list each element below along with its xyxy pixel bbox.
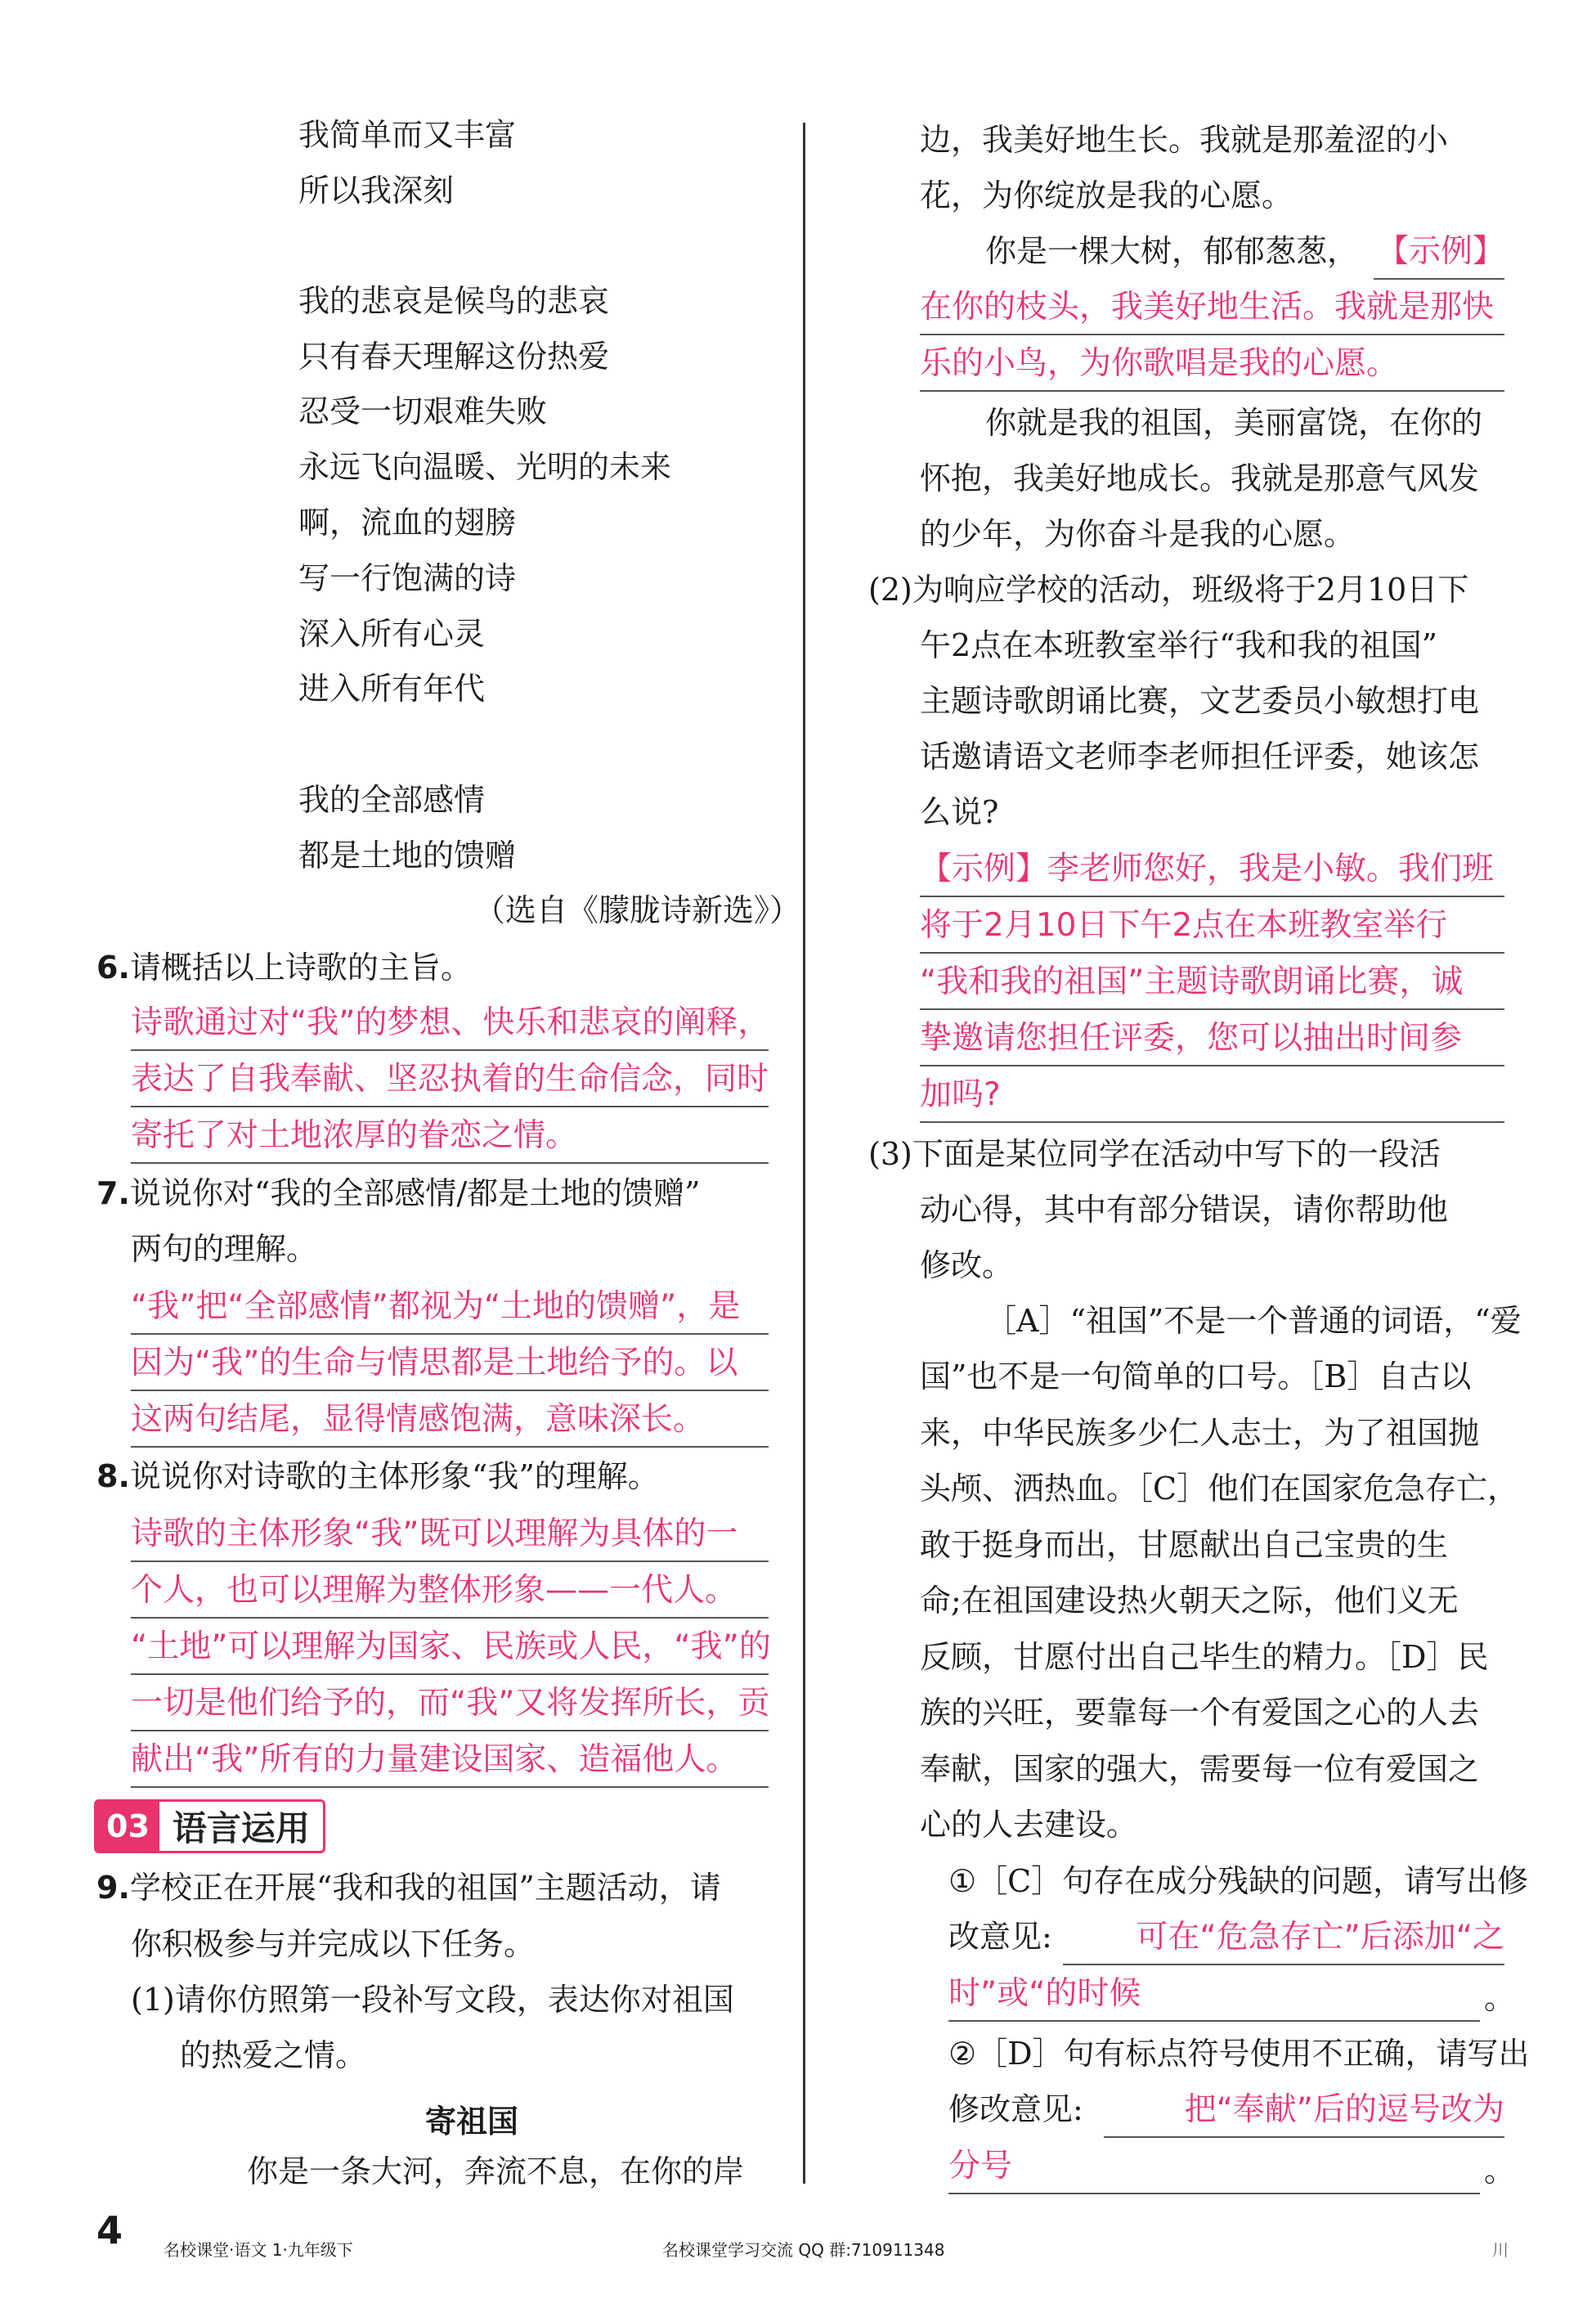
poem-line: 永远飞向温暖、光明的未来 bbox=[298, 449, 672, 485]
answer-line: 诗歌通过对“我”的梦想、快乐和悲哀的阐释， bbox=[131, 1002, 769, 1051]
question-7 bbox=[96, 1173, 701, 1214]
passage-line: ［A］“祖国”不是一个普通的词语，“爱 bbox=[985, 1303, 1522, 1339]
poem-line: 写一行饱满的诗 bbox=[298, 560, 517, 596]
answer-line: 乐的小鸟，为你歌唱是我的心愿。 bbox=[920, 343, 1504, 392]
passage-line: 命;在祖国建设热火朝天之际，他们义无 bbox=[920, 1583, 1459, 1619]
paragraph-line: 花，为你绽放是我的心愿。 bbox=[920, 177, 1293, 213]
answer-line: 诗歌的主体形象“我”既可以理解为具体的一 bbox=[131, 1513, 769, 1562]
correction-2: 修改意见: bbox=[948, 2091, 1083, 2127]
sub-question-3: 修改。 bbox=[920, 1247, 1014, 1283]
paragraph-line: 你是一棵大树，郁郁葱葱， bbox=[985, 233, 1359, 269]
column-divider bbox=[803, 123, 805, 2184]
book-title: 名校课堂·语文 1·九年级下 bbox=[164, 2240, 353, 2260]
period: 。 bbox=[1484, 1980, 1516, 2016]
paragraph-line: 怀抱，我美好地成长。我就是那意气风发 bbox=[920, 460, 1480, 496]
answer-line: 挚邀请您担任评委，您可以抽出时间参 bbox=[920, 1017, 1504, 1066]
answer-line: 寄托了对土地浓厚的眷恋之情。 bbox=[131, 1115, 769, 1164]
question-text: 说说你对“我的全部感情/都是土地的馈赠” bbox=[129, 1175, 701, 1211]
poem-source: （选自《朦胧诗新选》） bbox=[474, 892, 801, 928]
poem-line: 忍受一切艰难失败 bbox=[298, 393, 548, 429]
answer-line: 把“奉献”后的逗号改为 bbox=[1104, 2089, 1504, 2138]
question-text: 两句的理解。 bbox=[131, 1231, 318, 1267]
passage-line: 奉献，国家的强大，需要每一位有爱国之 bbox=[920, 1751, 1480, 1787]
answer-line: 【示例】李老师您好，我是小敏。我们班 bbox=[920, 848, 1504, 897]
poem-line: 都是土地的馈赠 bbox=[298, 837, 517, 873]
sub-question-3: (3)下面是某位同学在活动中写下的一段活 bbox=[868, 1136, 1441, 1172]
answer-line: 个人，也可以理解为整体形象——一代人。 bbox=[131, 1569, 769, 1619]
paragraph-line: 你是一条大河，奔流不息，在你的岸 bbox=[247, 2153, 745, 2189]
answer-line: 将于2月10日下午2点在本班教室举行 bbox=[920, 905, 1504, 954]
poem-title: 寄祖国 bbox=[425, 2104, 519, 2140]
correction-1: ①［C］句存在成分残缺的问题，请写出修 bbox=[948, 1863, 1529, 1899]
paragraph-line: 边，我美好地生长。我就是那羞涩的小 bbox=[920, 122, 1449, 158]
passage-line: 国”也不是一句简单的口号。［B］自古以 bbox=[920, 1358, 1472, 1394]
question-text: 请概括以上诗歌的主旨。 bbox=[129, 950, 472, 986]
sub-question-2: 么说? bbox=[920, 794, 999, 830]
passage-line: 族的兴旺，要靠每一个有爱国之心的人去 bbox=[920, 1695, 1480, 1731]
poem-line: 我简单而又丰富 bbox=[298, 117, 517, 153]
answer-line: 因为“我”的生命与情思都是土地给予的。以 bbox=[131, 1342, 769, 1391]
question-number: 7. bbox=[96, 1175, 130, 1211]
paragraph-line: 的少年，为你奋斗是我的心愿。 bbox=[920, 516, 1356, 552]
section-label: 语言运用 bbox=[172, 1808, 310, 1848]
sub-question-1: 的热爱之情。 bbox=[180, 2037, 367, 2073]
answer-line: “我和我的祖国”主题诗歌朗诵比赛，诚 bbox=[920, 961, 1504, 1010]
passage-line: 敢于挺身而出，甘愿献出自己宝贵的生 bbox=[920, 1527, 1449, 1563]
question-8 bbox=[96, 1456, 659, 1497]
passage-line: 反顾，甘愿付出自己毕生的精力。［D］民 bbox=[920, 1639, 1489, 1675]
passage-line: 来，中华民族多少仁人志士，为了祖国抛 bbox=[920, 1415, 1480, 1451]
region-mark: 川 bbox=[1492, 2240, 1509, 2260]
sub-question-2: (2)为响应学校的活动，班级将于2月10日下 bbox=[868, 572, 1469, 608]
poem-line: 进入所有年代 bbox=[298, 671, 486, 707]
question-number: 6. bbox=[96, 950, 130, 986]
answer-line: 可在“危急存亡”后添加“之 bbox=[1063, 1916, 1504, 1965]
page-number: 4 bbox=[96, 2208, 123, 2252]
section-number: 03 bbox=[96, 1802, 159, 1851]
correction-2: ②［D］句有标点符号使用不正确，请写出 bbox=[948, 2036, 1530, 2072]
poem-line: 我的全部感情 bbox=[298, 782, 486, 818]
section-header bbox=[94, 1799, 325, 1853]
question-9 bbox=[96, 1867, 721, 1908]
answer-line: “我”把“全部感情”都视为“土地的馈赠”，是 bbox=[131, 1286, 769, 1335]
poem-line: 所以我深刻 bbox=[298, 173, 455, 209]
poem-line: 深入所有心灵 bbox=[298, 616, 486, 652]
answer-line: 加吗? bbox=[920, 1074, 1504, 1123]
correction-1: 改意见: bbox=[948, 1919, 1052, 1955]
sub-question-2: 话邀请语文老师李老师担任评委，她该怎 bbox=[920, 739, 1480, 775]
answer-line: 献出“我”所有的力量建设国家、造福他人。 bbox=[131, 1739, 769, 1788]
answer-line: 时”或“的时候 bbox=[948, 1973, 1480, 2022]
question-number: 9. bbox=[96, 1870, 130, 1906]
sub-question-2: 午2点在本班教室举行“我和我的祖国” bbox=[920, 627, 1438, 663]
question-6 bbox=[96, 947, 472, 988]
sub-question-1: (1)请你仿照第一段补写文段，表达你对祖国 bbox=[131, 1982, 734, 2018]
answer-line: 这两句结尾，显得情感饱满，意味深长。 bbox=[131, 1399, 769, 1448]
sub-question-3: 动心得，其中有部分错误，请你帮助他 bbox=[920, 1192, 1449, 1228]
poem-line: 我的悲哀是候鸟的悲哀 bbox=[298, 283, 610, 319]
answer-line: 【示例】 bbox=[1374, 231, 1504, 280]
question-text: 学校正在开展“我和我的祖国”主题活动，请 bbox=[129, 1870, 721, 1906]
answer-line: 一切是他们给予的，而“我”又将发挥所长，贡 bbox=[131, 1682, 769, 1731]
poem-line: 只有春天理解这份热爱 bbox=[298, 339, 610, 375]
answer-line: 表达了自我奉献、坚忍执着的生命信念，同时 bbox=[131, 1058, 769, 1107]
sub-question-2: 主题诗歌朗诵比赛，文艺委员小敏想打电 bbox=[920, 683, 1480, 719]
period: 。 bbox=[1484, 2153, 1516, 2189]
paragraph-line: 你就是我的祖国，美丽富饶，在你的 bbox=[985, 405, 1483, 441]
question-number: 8. bbox=[96, 1458, 130, 1494]
question-text: 你积极参与并完成以下任务。 bbox=[131, 1926, 536, 1962]
passage-line: 头颅、洒热血。［C］他们在国家危急存亡， bbox=[920, 1471, 1519, 1506]
answer-line: 在你的枝头，我美好地生活。我就是那快 bbox=[920, 286, 1504, 335]
qq-group: 名校课堂学习交流 QQ 群:710911348 bbox=[662, 2240, 945, 2260]
answer-line: “土地”可以理解为国家、民族或人民，“我”的 bbox=[131, 1626, 769, 1675]
poem-line: 啊，流血的翅膀 bbox=[298, 505, 517, 541]
passage-line: 心的人去建设。 bbox=[920, 1807, 1138, 1843]
question-text: 说说你对诗歌的主体形象“我”的理解。 bbox=[129, 1458, 659, 1494]
answer-line: 分号 bbox=[948, 2145, 1480, 2194]
